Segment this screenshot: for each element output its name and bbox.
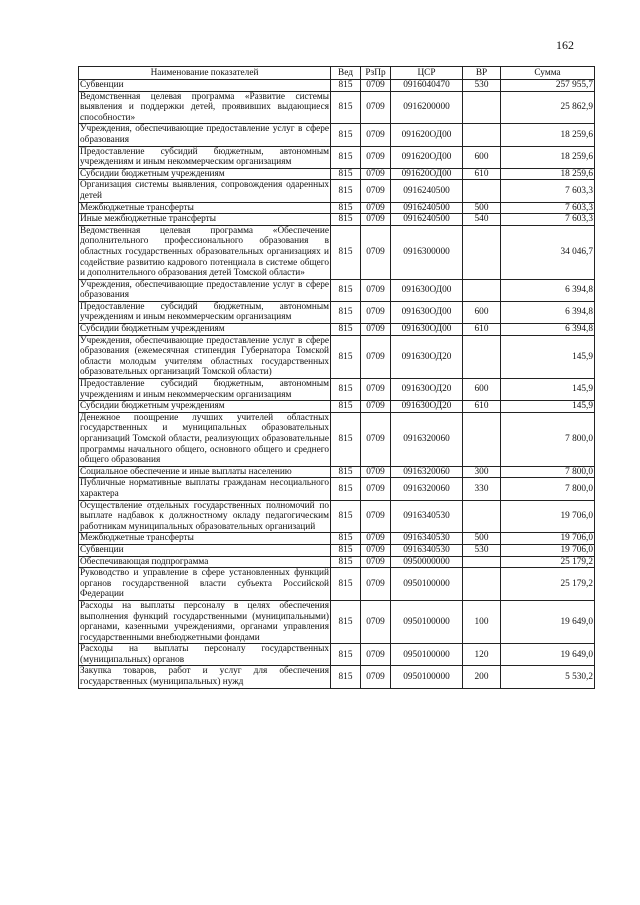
row-vr: 530 — [463, 544, 501, 556]
row-vr: 100 — [463, 600, 501, 643]
row-csr: 0916320060 — [391, 478, 463, 500]
row-ved: 815 — [331, 533, 361, 545]
row-vr — [463, 91, 501, 124]
row-csr: 091630ОД00 — [391, 301, 463, 323]
table-body — [79, 80, 595, 689]
table-row — [79, 466, 595, 478]
row-name: Закупка товаров, работ и услуг для обеспечения государственных (муниципальных) нужд — [80, 666, 329, 688]
row-vr — [463, 124, 501, 146]
table-row — [79, 91, 595, 124]
row-ved: 815 — [331, 91, 361, 124]
row-rzpr: 0709 — [361, 335, 391, 378]
row-rzpr: 0709 — [361, 401, 391, 413]
row-ved: 815 — [331, 556, 361, 568]
table-row — [79, 335, 595, 378]
row-rzpr: 0709 — [361, 80, 391, 92]
row-name: Учреждения, обеспечивающие предоставление услуг в сфере образования — [80, 279, 329, 301]
row-name: Ведомственная целевая программа «Развитие системы выявления и поддержки детей, проявивших выдающиеся способности» — [80, 91, 329, 123]
row-csr: 0916240500 — [391, 202, 463, 214]
table-row — [79, 556, 595, 568]
table-row — [79, 533, 595, 545]
row-name: Предоставление субсидий бюджетным, автономным учреждениям и иным некоммерческим организациям — [80, 146, 329, 168]
row-name: Межбюджетные трансферты — [79, 202, 331, 214]
table-row — [79, 225, 595, 279]
table-row — [79, 202, 595, 214]
row-vr: 600 — [463, 301, 501, 323]
row-name: Руководство и управление в сфере установленных функций органов государственной власти субъекта Российской Федерации — [80, 568, 329, 600]
row-name: Расходы на выплаты персоналу государственных (муниципальных) органов — [80, 644, 329, 665]
row-rzpr: 0709 — [361, 544, 391, 556]
row-rzpr: 0709 — [361, 225, 391, 279]
table-row — [79, 544, 595, 556]
row-name: Предоставление субсидий бюджетным, автономным учреждениям и иным некоммерческим организациям — [80, 379, 329, 400]
table-row — [79, 301, 595, 323]
row-vr — [463, 335, 501, 378]
row-rzpr: 0709 — [361, 412, 391, 466]
row-sum: 7 800,0 — [501, 478, 595, 500]
table-row — [79, 80, 595, 92]
row-sum: 18 259,6 — [501, 146, 595, 168]
table-row — [79, 401, 595, 413]
row-rzpr: 0709 — [361, 279, 391, 301]
row-csr: 091630ОД00 — [391, 324, 463, 336]
row-name: Субсидии бюджетным учреждениям — [79, 324, 331, 336]
row-vr: 500 — [463, 202, 501, 214]
table-row — [79, 124, 595, 146]
row-name: Учреждения, обеспечивающие предоставление услуг в сфере образования — [80, 124, 329, 145]
row-rzpr: 0709 — [361, 301, 391, 323]
row-rzpr: 0709 — [361, 180, 391, 202]
row-ved: 815 — [331, 478, 361, 500]
row-name: Организация системы выявления, сопровождения одаренных детей — [80, 180, 329, 201]
row-rzpr: 0709 — [361, 324, 391, 336]
row-name: Социальное обеспечение и иные выплаты населению — [79, 466, 331, 478]
table-row — [79, 146, 595, 168]
row-csr: 0916340530 — [391, 500, 463, 533]
row-sum: 34 046,7 — [501, 225, 595, 279]
row-rzpr: 0709 — [361, 666, 391, 688]
row-vr: 500 — [463, 533, 501, 545]
row-ved: 815 — [331, 180, 361, 202]
row-ved: 815 — [331, 666, 361, 688]
row-vr: 600 — [463, 146, 501, 168]
row-name: Расходы на выплаты персоналу в целях обеспечения выполнения функций государственными (муниципальными) органами, казенными учреждениями, органами управления государственными внебюджетными фондами — [80, 600, 329, 643]
header-csr: ЦСР — [391, 67, 463, 80]
row-csr: 0916320060 — [391, 412, 463, 466]
row-rzpr: 0709 — [361, 379, 391, 401]
row-sum: 18 259,6 — [501, 168, 595, 180]
header-sum: Сумма — [501, 67, 595, 80]
row-ved: 815 — [331, 466, 361, 478]
row-sum: 6 394,8 — [501, 324, 595, 336]
row-name: Публичные нормативные выплаты гражданам несоциального характера — [80, 478, 329, 499]
row-ved: 815 — [331, 600, 361, 643]
row-name: Учреждения, обеспечивающие предоставление услуг в сфере образования (ежемесячная стипендия Губернатора Томской области молодым учителям областных государственных образовательных организаций Томской области) — [80, 335, 329, 378]
table-header-row — [79, 67, 595, 80]
row-sum: 19 706,0 — [501, 500, 595, 533]
row-csr: 091630ОД20 — [391, 335, 463, 378]
table-row — [79, 478, 595, 500]
row-rzpr: 0709 — [361, 568, 391, 601]
row-csr: 0950100000 — [391, 666, 463, 688]
row-ved: 815 — [331, 568, 361, 601]
row-ved: 815 — [331, 544, 361, 556]
row-sum: 145,9 — [501, 335, 595, 378]
row-rzpr: 0709 — [361, 146, 391, 168]
table-row — [79, 379, 595, 401]
row-csr: 0916240500 — [391, 180, 463, 202]
row-rzpr: 0709 — [361, 91, 391, 124]
row-sum: 145,9 — [501, 379, 595, 401]
row-ved: 815 — [331, 401, 361, 413]
row-sum: 145,9 — [501, 401, 595, 413]
row-vr — [463, 556, 501, 568]
row-sum: 7 603,3 — [501, 214, 595, 226]
row-sum: 6 394,8 — [501, 279, 595, 301]
row-csr: 091630ОД00 — [391, 279, 463, 301]
row-csr: 0916040470 — [391, 80, 463, 92]
row-csr: 0916320060 — [391, 466, 463, 478]
table-row — [79, 168, 595, 180]
row-vr: 610 — [463, 168, 501, 180]
row-sum: 25 862,9 — [501, 91, 595, 124]
row-ved: 815 — [331, 214, 361, 226]
row-vr: 200 — [463, 666, 501, 688]
row-ved: 815 — [331, 335, 361, 378]
row-ved: 815 — [331, 124, 361, 146]
row-csr: 0950100000 — [391, 600, 463, 643]
row-csr: 0916340530 — [391, 544, 463, 556]
row-csr: 0916240500 — [391, 214, 463, 226]
row-csr: 0950100000 — [391, 568, 463, 601]
table-row — [79, 180, 595, 202]
page-number: 162 — [556, 38, 574, 52]
row-rzpr: 0709 — [361, 478, 391, 500]
row-vr — [463, 279, 501, 301]
header-rzpr: РзПр — [361, 67, 391, 80]
row-vr — [463, 180, 501, 202]
row-sum: 19 649,0 — [501, 644, 595, 666]
table-row — [79, 324, 595, 336]
row-sum: 7 800,0 — [501, 466, 595, 478]
row-csr: 0916300000 — [391, 225, 463, 279]
row-ved: 815 — [331, 80, 361, 92]
row-sum: 5 530,2 — [501, 666, 595, 688]
row-sum: 7 603,3 — [501, 202, 595, 214]
row-ved: 815 — [331, 301, 361, 323]
table-row — [79, 214, 595, 226]
row-sum: 19 706,0 — [501, 544, 595, 556]
row-ved: 815 — [331, 412, 361, 466]
row-sum: 19 649,0 — [501, 600, 595, 643]
row-name: Осуществление отдельных государственных полномочий по выплате надбавок к должностному окладу педагогическим работникам муниципальных образовательных организаций — [80, 500, 329, 532]
row-ved: 815 — [331, 644, 361, 666]
row-sum: 25 179,2 — [501, 556, 595, 568]
row-name: Ведомственная целевая программа «Обеспечение дополнительного профессионального образования в областных государственных образовательных организациях и содействие развитию кадрового потенциала в системе общего и дополнительного образования детей Томской области» — [80, 225, 329, 279]
row-ved: 815 — [331, 202, 361, 214]
row-name: Субвенции — [79, 544, 331, 556]
row-csr: 091630ОД20 — [391, 401, 463, 413]
row-rzpr: 0709 — [361, 556, 391, 568]
row-vr — [463, 225, 501, 279]
row-rzpr: 0709 — [361, 202, 391, 214]
header-vr: ВР — [463, 67, 501, 80]
row-csr: 091620ОД00 — [391, 146, 463, 168]
table-row — [79, 666, 595, 688]
row-rzpr: 0709 — [361, 168, 391, 180]
row-vr — [463, 568, 501, 601]
row-name: Межбюджетные трансферты — [79, 533, 331, 545]
row-vr: 330 — [463, 478, 501, 500]
row-csr: 091620ОД00 — [391, 168, 463, 180]
row-name: Субсидии бюджетным учреждениям — [79, 401, 331, 413]
table-row — [79, 600, 595, 643]
row-vr: 540 — [463, 214, 501, 226]
row-sum: 257 955,7 — [501, 80, 595, 92]
row-name: Субсидии бюджетным учреждениям — [79, 168, 331, 180]
row-sum: 18 259,6 — [501, 124, 595, 146]
row-rzpr: 0709 — [361, 214, 391, 226]
row-ved: 815 — [331, 146, 361, 168]
row-ved: 815 — [331, 279, 361, 301]
row-ved: 815 — [331, 168, 361, 180]
table-row — [79, 412, 595, 466]
table-row — [79, 644, 595, 666]
row-sum: 6 394,8 — [501, 301, 595, 323]
row-vr: 610 — [463, 324, 501, 336]
row-vr — [463, 412, 501, 466]
row-name: Денежное поощрение лучших учителей областных государственных и муниципальных образовательных организаций Томской области, реализующих образовательные программы начального общего, основного общего и среднего общего образования — [80, 412, 329, 466]
row-name: Предоставление субсидий бюджетным, автономным учреждениям и иным некоммерческим организациям — [80, 301, 329, 323]
row-csr: 0916200000 — [391, 91, 463, 124]
row-sum: 19 706,0 — [501, 533, 595, 545]
row-name: Субвенции — [79, 80, 331, 92]
row-csr: 091620ОД00 — [391, 124, 463, 146]
row-ved: 815 — [331, 500, 361, 533]
row-sum: 7 800,0 — [501, 412, 595, 466]
header-name: Наименование показателей — [79, 67, 331, 80]
row-ved: 815 — [331, 225, 361, 279]
row-csr: 0950100000 — [391, 644, 463, 666]
row-sum: 7 603,3 — [501, 180, 595, 202]
row-rzpr: 0709 — [361, 533, 391, 545]
row-rzpr: 0709 — [361, 600, 391, 643]
row-vr: 120 — [463, 644, 501, 666]
row-rzpr: 0709 — [361, 466, 391, 478]
budget-table — [78, 66, 595, 689]
row-vr: 530 — [463, 80, 501, 92]
row-sum: 25 179,2 — [501, 568, 595, 601]
row-csr: 091630ОД20 — [391, 379, 463, 401]
row-vr — [463, 500, 501, 533]
row-rzpr: 0709 — [361, 124, 391, 146]
table-row — [79, 500, 595, 533]
row-ved: 815 — [331, 379, 361, 401]
row-name: Иные межбюджетные трансферты — [79, 214, 331, 226]
header-ved: Вед — [331, 67, 361, 80]
row-rzpr: 0709 — [361, 644, 391, 666]
row-vr: 300 — [463, 466, 501, 478]
row-csr: 0950000000 — [391, 556, 463, 568]
table-row — [79, 279, 595, 301]
row-rzpr: 0709 — [361, 500, 391, 533]
row-ved: 815 — [331, 324, 361, 336]
row-vr: 600 — [463, 379, 501, 401]
row-vr: 610 — [463, 401, 501, 413]
row-csr: 0916340530 — [391, 533, 463, 545]
table-row — [79, 568, 595, 601]
row-name: Обеспечивающая подпрограмма — [79, 556, 331, 568]
